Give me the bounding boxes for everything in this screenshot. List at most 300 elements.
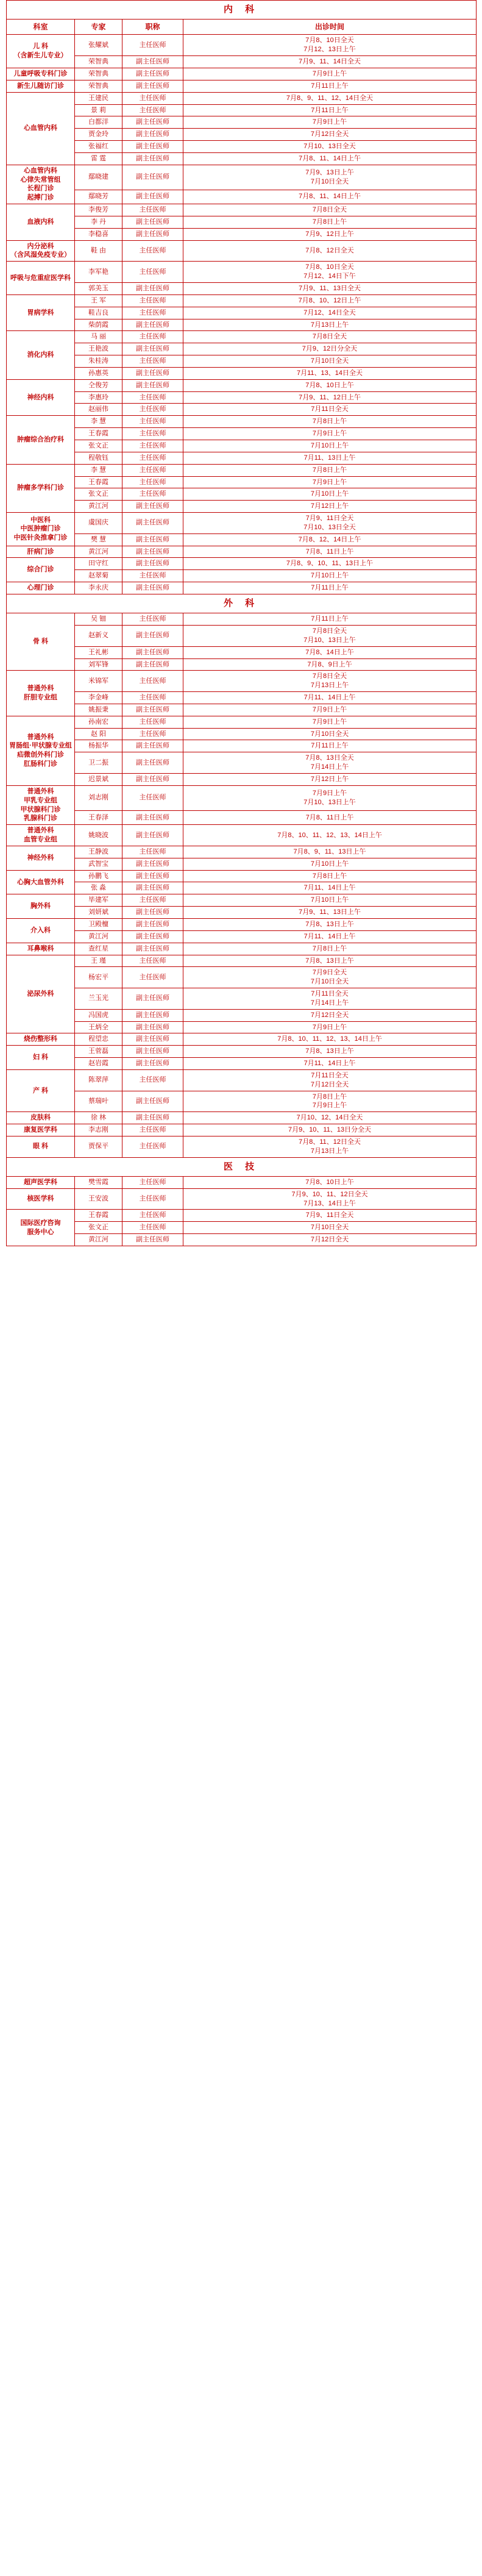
table-row xyxy=(7,104,477,116)
doctor-name-cell: 李永庆 xyxy=(75,582,122,594)
doctor-title-cell: 副主任医师 xyxy=(122,141,183,153)
department-cell: 骨 科 xyxy=(7,613,75,671)
doctor-title-cell: 主任医师 xyxy=(122,104,183,116)
table-row xyxy=(7,1021,477,1033)
doctor-name-cell: 王春霞 xyxy=(75,476,122,488)
doctor-title-cell: 副主任医师 xyxy=(122,1046,183,1058)
doctor-title-cell: 主任医师 xyxy=(122,1124,183,1136)
department-cell: 神经外科 xyxy=(7,846,75,870)
doctor-title-cell: 主任医师 xyxy=(122,613,183,626)
doctor-name-cell: 鄢晓芳 xyxy=(75,190,122,204)
department-cell: 普通外科 胃肠组·甲状腺专业组 疝微创外科门诊 肛肠科门诊 xyxy=(7,716,75,785)
table-row xyxy=(7,307,477,319)
table-row xyxy=(7,228,477,240)
table-row xyxy=(7,355,477,368)
doctor-title-cell: 副主任医师 xyxy=(122,825,183,846)
doctor-title-cell: 副主任医师 xyxy=(122,513,183,534)
schedule-time-cell: 7月8、10日上午 xyxy=(183,1176,477,1188)
doctor-name-cell: 仝俊芳 xyxy=(75,379,122,391)
department-cell: 神经内科 xyxy=(7,379,75,416)
table-row xyxy=(7,129,477,141)
doctor-name-cell: 孙南宏 xyxy=(75,716,122,728)
schedule-time-cell: 7月8、12、14日上午 xyxy=(183,533,477,546)
doctor-title-cell: 副主任医师 xyxy=(122,1021,183,1033)
schedule-time-cell: 7月11日上午 xyxy=(183,613,477,626)
schedule-time-cell: 7月11、14日上午 xyxy=(183,692,477,704)
doctor-name-cell: 王 军 xyxy=(75,294,122,307)
table-row xyxy=(7,1112,477,1124)
table-row xyxy=(7,331,477,343)
column-header-0: 科室 xyxy=(7,20,75,35)
schedule-time-cell: 7月9、11、12日上午 xyxy=(183,391,477,404)
doctor-name-cell: 王春泽 xyxy=(75,810,122,824)
doctor-title-cell: 主任医师 xyxy=(122,294,183,307)
schedule-time-cell: 7月10日全天 xyxy=(183,355,477,368)
schedule-time-cell: 7月8、13日上午 xyxy=(183,1046,477,1058)
doctor-name-cell: 李 丹 xyxy=(75,216,122,228)
department-cell: 康复医学科 xyxy=(7,1124,75,1136)
table-row xyxy=(7,1234,477,1246)
doctor-name-cell: 赵新义 xyxy=(75,626,122,647)
doctor-name-cell: 李稳喜 xyxy=(75,228,122,240)
doctor-title-cell: 主任医师 xyxy=(122,1188,183,1210)
table-row xyxy=(7,704,477,716)
doctor-title-cell: 主任医师 xyxy=(122,416,183,428)
department-cell: 核医学科 xyxy=(7,1188,75,1210)
section-title-row xyxy=(7,1,477,20)
schedule-time-cell: 7月9、12日分全天 xyxy=(183,343,477,355)
table-row xyxy=(7,1124,477,1136)
table-row xyxy=(7,464,477,476)
doctor-name-cell: 蔡瑞叶 xyxy=(75,1091,122,1112)
schedule-time-cell: 7月9日上午 xyxy=(183,68,477,80)
doctor-title-cell: 副主任医师 xyxy=(122,858,183,870)
table-row xyxy=(7,1069,477,1091)
doctor-name-cell: 郭美玉 xyxy=(75,283,122,295)
doctor-name-cell: 李金峰 xyxy=(75,692,122,704)
table-row xyxy=(7,283,477,295)
department-cell: 普通外科 甲乳专业组 甲状腺科门诊 乳腺科门诊 xyxy=(7,785,75,824)
schedule-time-cell: 7月8日上午 xyxy=(183,216,477,228)
doctor-title-cell: 副主任医师 xyxy=(122,704,183,716)
table-row xyxy=(7,452,477,464)
doctor-title-cell: 副主任医师 xyxy=(122,907,183,919)
doctor-name-cell: 朱桂涛 xyxy=(75,355,122,368)
table-row xyxy=(7,35,477,56)
doctor-name-cell: 李俊芳 xyxy=(75,204,122,216)
doctor-title-cell: 副主任医师 xyxy=(122,810,183,824)
doctor-name-cell: 王春霞 xyxy=(75,1210,122,1222)
doctor-title-cell: 副主任医师 xyxy=(122,1091,183,1112)
doctor-title-cell: 主任医师 xyxy=(122,428,183,440)
table-row xyxy=(7,1058,477,1070)
department-cell: 介入科 xyxy=(7,918,75,943)
doctor-title-cell: 主任医师 xyxy=(122,1136,183,1158)
table-row xyxy=(7,343,477,355)
doctor-name-cell: 兰玉光 xyxy=(75,988,122,1010)
doctor-name-cell: 荣智典 xyxy=(75,56,122,68)
schedule-time-cell: 7月9、12日上午 xyxy=(183,228,477,240)
doctor-title-cell: 副主任医师 xyxy=(122,774,183,786)
schedule-time-cell: 7月8日上午 7月9日上午 xyxy=(183,1091,477,1112)
schedule-time-cell: 7月8日上午 xyxy=(183,464,477,476)
department-cell: 胸外科 xyxy=(7,894,75,919)
doctor-name-cell: 柴荫霞 xyxy=(75,319,122,331)
schedule-time-cell: 7月8、10日上午 xyxy=(183,379,477,391)
table-row xyxy=(7,882,477,894)
schedule-time-cell: 7月8、12日全天 xyxy=(183,240,477,262)
doctor-name-cell: 王菅磊 xyxy=(75,1046,122,1058)
doctor-title-cell: 主任医师 xyxy=(122,204,183,216)
doctor-title-cell: 副主任医师 xyxy=(122,582,183,594)
doctor-name-cell: 白都洋 xyxy=(75,116,122,129)
table-row xyxy=(7,570,477,582)
schedule-time-cell: 7月10日上午 xyxy=(183,440,477,452)
department-cell: 血液内科 xyxy=(7,204,75,241)
doctor-title-cell: 副主任医师 xyxy=(122,68,183,80)
doctor-name-cell: 王安波 xyxy=(75,1188,122,1210)
doctor-title-cell: 主任医师 xyxy=(122,570,183,582)
doctor-title-cell: 副主任医师 xyxy=(122,190,183,204)
doctor-name-cell: 刘妍斌 xyxy=(75,907,122,919)
schedule-time-cell: 7月11日全天 xyxy=(183,404,477,416)
doctor-title-cell: 副主任医师 xyxy=(122,1033,183,1046)
doctor-title-cell: 副主任医师 xyxy=(122,882,183,894)
doctor-title-cell: 主任医师 xyxy=(122,464,183,476)
schedule-time-cell: 7月8、13日上午 xyxy=(183,955,477,967)
doctor-name-cell: 米锦军 xyxy=(75,671,122,692)
schedule-time-cell: 7月9日上午 xyxy=(183,716,477,728)
doctor-name-cell: 毕建军 xyxy=(75,894,122,907)
schedule-time-cell: 7月8、10日全天 7月12、13日上午 xyxy=(183,35,477,56)
schedule-time-cell: 7月10日上午 xyxy=(183,894,477,907)
doctor-name-cell: 景 莉 xyxy=(75,104,122,116)
department-cell: 中医科 中医肿瘤门诊 中医针灸推拿门诊 xyxy=(7,513,75,546)
schedule-time-cell: 7月8日全天 xyxy=(183,331,477,343)
table-row xyxy=(7,391,477,404)
schedule-time-cell: 7月9日上午 xyxy=(183,476,477,488)
table-row xyxy=(7,262,477,283)
schedule-time-cell: 7月10、12、14日全天 xyxy=(183,1112,477,1124)
table-row xyxy=(7,613,477,626)
schedule-time-cell: 7月8、11日上午 xyxy=(183,810,477,824)
table-row xyxy=(7,907,477,919)
doctor-title-cell: 主任医师 xyxy=(122,262,183,283)
doctor-name-cell: 陈翠萍 xyxy=(75,1069,122,1091)
column-header-3: 出诊时间 xyxy=(183,20,477,35)
doctor-title-cell: 主任医师 xyxy=(122,1069,183,1091)
doctor-title-cell: 副主任医师 xyxy=(122,1009,183,1021)
schedule-time-cell: 7月10日上午 xyxy=(183,570,477,582)
doctor-name-cell: 雷 霆 xyxy=(75,152,122,165)
table-row xyxy=(7,988,477,1010)
schedule-time-cell: 7月12日全天 xyxy=(183,1009,477,1021)
table-row xyxy=(7,1136,477,1158)
doctor-title-cell: 副主任医师 xyxy=(122,152,183,165)
section-title: 外 科 xyxy=(7,594,477,613)
doctor-name-cell: 樊 慧 xyxy=(75,533,122,546)
table-row xyxy=(7,204,477,216)
department-cell: 超声医学科 xyxy=(7,1176,75,1188)
schedule-time-cell: 7月8日上午 xyxy=(183,870,477,882)
doctor-title-cell: 副主任医师 xyxy=(122,216,183,228)
department-cell: 肿瘤综合治疗科 xyxy=(7,416,75,464)
department-cell: 心胸大血管外科 xyxy=(7,870,75,894)
doctor-name-cell: 姚晓波 xyxy=(75,825,122,846)
schedule-time-cell: 7月9、11日全天 7月10、13日全天 xyxy=(183,513,477,534)
doctor-title-cell: 主任医师 xyxy=(122,404,183,416)
schedule-time-cell: 7月9、10、11、13日分全天 xyxy=(183,1124,477,1136)
doctor-name-cell: 卫殿檀 xyxy=(75,918,122,930)
schedule-time-cell: 7月10、13日全天 xyxy=(183,141,477,153)
doctor-title-cell: 副主任医师 xyxy=(122,918,183,930)
schedule-time-cell: 7月11日全天 7月12日全天 xyxy=(183,1069,477,1091)
department-cell: 耳鼻喉科 xyxy=(7,943,75,955)
schedule-time-cell: 7月9、13日上午 7月10日全天 xyxy=(183,165,477,190)
doctor-name-cell: 孙惠英 xyxy=(75,367,122,379)
schedule-time-cell: 7月10日全天 xyxy=(183,1222,477,1234)
doctor-name-cell: 虞国庆 xyxy=(75,513,122,534)
schedule-time-cell: 7月11、13、14日全天 xyxy=(183,367,477,379)
table-row xyxy=(7,501,477,513)
department-cell: 胃病学科 xyxy=(7,294,75,331)
doctor-name-cell: 武智宝 xyxy=(75,858,122,870)
schedule-time-cell: 7月8、11日上午 xyxy=(183,546,477,558)
doctor-title-cell: 副主任医师 xyxy=(122,129,183,141)
table-row xyxy=(7,692,477,704)
doctor-name-cell: 黄江河 xyxy=(75,930,122,943)
table-row xyxy=(7,240,477,262)
table-row xyxy=(7,68,477,80)
table-row xyxy=(7,80,477,92)
schedule-time-cell: 7月10日上午 xyxy=(183,488,477,501)
doctor-title-cell: 主任医师 xyxy=(122,1210,183,1222)
doctor-title-cell: 主任医师 xyxy=(122,955,183,967)
doctor-name-cell: 赵翠菊 xyxy=(75,570,122,582)
doctor-title-cell: 主任医师 xyxy=(122,488,183,501)
table-row xyxy=(7,858,477,870)
schedule-time-cell: 7月9日上午 xyxy=(183,428,477,440)
doctor-title-cell: 副主任医师 xyxy=(122,546,183,558)
doctor-title-cell: 主任医师 xyxy=(122,92,183,104)
department-cell: 心理门诊 xyxy=(7,582,75,594)
doctor-title-cell: 主任医师 xyxy=(122,716,183,728)
schedule-time-cell: 7月8日全天 7月13日上午 xyxy=(183,671,477,692)
schedule-time-cell: 7月9、11日全天 xyxy=(183,1210,477,1222)
doctor-name-cell: 黄江河 xyxy=(75,501,122,513)
table-row xyxy=(7,546,477,558)
doctor-name-cell: 迟景斌 xyxy=(75,774,122,786)
department-cell: 泌尿外科 xyxy=(7,955,75,1033)
doctor-name-cell: 田守红 xyxy=(75,558,122,570)
doctor-title-cell: 副主任医师 xyxy=(122,752,183,774)
doctor-name-cell: 樊雪霞 xyxy=(75,1176,122,1188)
schedule-time-cell: 7月8、11、12日全天 7月13日上午 xyxy=(183,1136,477,1158)
department-cell: 眼 科 xyxy=(7,1136,75,1158)
doctor-name-cell: 卫二振 xyxy=(75,752,122,774)
doctor-title-cell: 副主任医师 xyxy=(122,80,183,92)
table-row xyxy=(7,165,477,190)
schedule-time-cell: 7月10日上午 xyxy=(183,858,477,870)
column-header-2: 职称 xyxy=(122,20,183,35)
section-title: 内 科 xyxy=(7,1,477,20)
table-row xyxy=(7,558,477,570)
doctor-name-cell: 程敬钰 xyxy=(75,452,122,464)
doctor-name-cell: 荣智典 xyxy=(75,80,122,92)
schedule-time-cell: 7月8、9、10、11、13日上午 xyxy=(183,558,477,570)
doctor-name-cell: 贾保平 xyxy=(75,1136,122,1158)
schedule-time-cell: 7月8、10、11、12、13、14日上午 xyxy=(183,1033,477,1046)
schedule-time-cell: 7月8、10、12日上午 xyxy=(183,294,477,307)
doctor-title-cell: 副主任医师 xyxy=(122,1234,183,1246)
doctor-title-cell: 主任医师 xyxy=(122,967,183,988)
doctor-name-cell: 王艳波 xyxy=(75,343,122,355)
doctor-title-cell: 副主任医师 xyxy=(122,870,183,882)
doctor-title-cell: 主任医师 xyxy=(122,1222,183,1234)
table-row xyxy=(7,476,477,488)
doctor-name-cell: 王春霞 xyxy=(75,428,122,440)
table-row xyxy=(7,116,477,129)
doctor-name-cell: 黄江河 xyxy=(75,1234,122,1246)
doctor-title-cell: 副主任医师 xyxy=(122,319,183,331)
schedule-time-cell: 7月8日上午 xyxy=(183,416,477,428)
doctor-name-cell: 赵 阳 xyxy=(75,728,122,740)
table-row xyxy=(7,1046,477,1058)
table-row xyxy=(7,894,477,907)
schedule-time-cell: 7月9日上午 7月10、13日上午 xyxy=(183,785,477,810)
doctor-name-cell: 姚振秉 xyxy=(75,704,122,716)
doctor-title-cell: 副主任医师 xyxy=(122,943,183,955)
schedule-time-cell: 7月11日上午 xyxy=(183,582,477,594)
table-row xyxy=(7,428,477,440)
schedule-time-cell: 7月9日上午 xyxy=(183,116,477,129)
schedule-time-cell: 7月12日上午 xyxy=(183,774,477,786)
schedule-time-cell: 7月8、10日全天 7月12、14日下午 xyxy=(183,262,477,283)
doctor-title-cell: 主任医师 xyxy=(122,355,183,368)
department-cell: 肝病门诊 xyxy=(7,546,75,558)
table-row xyxy=(7,1009,477,1021)
table-row xyxy=(7,752,477,774)
department-cell: 皮肤科 xyxy=(7,1112,75,1124)
doctor-name-cell: 鄢晓建 xyxy=(75,165,122,190)
table-row xyxy=(7,152,477,165)
table-row xyxy=(7,1033,477,1046)
table-row xyxy=(7,1222,477,1234)
outpatient-schedule-page xyxy=(0,0,482,1246)
table-row xyxy=(7,967,477,988)
doctor-title-cell: 主任医师 xyxy=(122,240,183,262)
doctor-name-cell: 鞋吉良 xyxy=(75,307,122,319)
schedule-time-cell: 7月12日全天 xyxy=(183,1234,477,1246)
doctor-name-cell: 赵岩霞 xyxy=(75,1058,122,1070)
schedule-time-cell: 7月11日上午 xyxy=(183,80,477,92)
schedule-time-cell: 7月9日全天 7月10日全天 xyxy=(183,967,477,988)
schedule-time-cell: 7月11、13日上午 xyxy=(183,452,477,464)
doctor-name-cell: 张文正 xyxy=(75,488,122,501)
schedule-time-cell: 7月9日上午 xyxy=(183,1021,477,1033)
department-cell: 内分泌科 （含风湿免疫专业） xyxy=(7,240,75,262)
column-header-1: 专家 xyxy=(75,20,122,35)
schedule-time-cell: 7月8、10、11、12、13、14日上午 xyxy=(183,825,477,846)
schedule-time-cell: 7月9、11、13日上午 xyxy=(183,907,477,919)
table-row xyxy=(7,943,477,955)
section-title: 医 技 xyxy=(7,1157,477,1176)
schedule-time-cell: 7月12日上午 xyxy=(183,501,477,513)
table-row xyxy=(7,56,477,68)
doctor-title-cell: 主任医师 xyxy=(122,1176,183,1188)
table-row xyxy=(7,671,477,692)
table-row xyxy=(7,810,477,824)
schedule-time-cell: 7月8、9日上午 xyxy=(183,658,477,671)
table-row xyxy=(7,488,477,501)
table-row xyxy=(7,582,477,594)
doctor-name-cell: 李惠玲 xyxy=(75,391,122,404)
table-row xyxy=(7,740,477,752)
schedule-table xyxy=(6,0,477,1246)
table-row xyxy=(7,513,477,534)
table-row xyxy=(7,141,477,153)
schedule-time-cell: 7月9、11、13日全天 xyxy=(183,283,477,295)
schedule-time-cell: 7月11日上午 xyxy=(183,740,477,752)
doctor-name-cell: 孙鹏飞 xyxy=(75,870,122,882)
department-cell: 烧伤整形科 xyxy=(7,1033,75,1046)
doctor-name-cell: 杨振华 xyxy=(75,740,122,752)
doctor-title-cell: 主任医师 xyxy=(122,894,183,907)
table-row xyxy=(7,294,477,307)
doctor-title-cell: 副主任医师 xyxy=(122,501,183,513)
table-row xyxy=(7,1188,477,1210)
department-cell: 普通外科 肝胆专业组 xyxy=(7,671,75,716)
table-row xyxy=(7,646,477,658)
schedule-time-cell: 7月8、13日全天 7月14日上午 xyxy=(183,752,477,774)
doctor-name-cell: 鞋 由 xyxy=(75,240,122,262)
department-cell: 心血管内科 xyxy=(7,92,75,165)
schedule-time-cell: 7月12日全天 xyxy=(183,129,477,141)
doctor-name-cell: 王 瑾 xyxy=(75,955,122,967)
doctor-name-cell: 吴 钿 xyxy=(75,613,122,626)
doctor-name-cell: 徐 林 xyxy=(75,1112,122,1124)
table-row xyxy=(7,216,477,228)
department-cell: 国际医疗咨询 服务中心 xyxy=(7,1210,75,1246)
schedule-time-cell: 7月8、11、14日上午 xyxy=(183,152,477,165)
doctor-title-cell: 主任医师 xyxy=(122,692,183,704)
doctor-name-cell: 程望忠 xyxy=(75,1033,122,1046)
doctor-name-cell: 王建民 xyxy=(75,92,122,104)
doctor-title-cell: 副主任医师 xyxy=(122,626,183,647)
department-cell: 新生儿随访门诊 xyxy=(7,80,75,92)
doctor-title-cell: 副主任医师 xyxy=(122,228,183,240)
doctor-name-cell: 李军艳 xyxy=(75,262,122,283)
table-row xyxy=(7,870,477,882)
doctor-name-cell: 马 丽 xyxy=(75,331,122,343)
doctor-name-cell: 查红星 xyxy=(75,943,122,955)
table-row xyxy=(7,190,477,204)
doctor-title-cell: 主任医师 xyxy=(122,331,183,343)
doctor-name-cell: 王礼彬 xyxy=(75,646,122,658)
table-row xyxy=(7,785,477,810)
table-row xyxy=(7,716,477,728)
table-row xyxy=(7,367,477,379)
table-row xyxy=(7,626,477,647)
doctor-title-cell: 副主任医师 xyxy=(122,56,183,68)
doctor-name-cell: 荣智典 xyxy=(75,68,122,80)
doctor-title-cell: 主任医师 xyxy=(122,476,183,488)
schedule-time-cell: 7月11日上午 xyxy=(183,104,477,116)
doctor-name-cell: 李 慧 xyxy=(75,464,122,476)
doctor-title-cell: 副主任医师 xyxy=(122,165,183,190)
doctor-title-cell: 主任医师 xyxy=(122,846,183,858)
department-cell: 普通外科 血管专业组 xyxy=(7,825,75,846)
